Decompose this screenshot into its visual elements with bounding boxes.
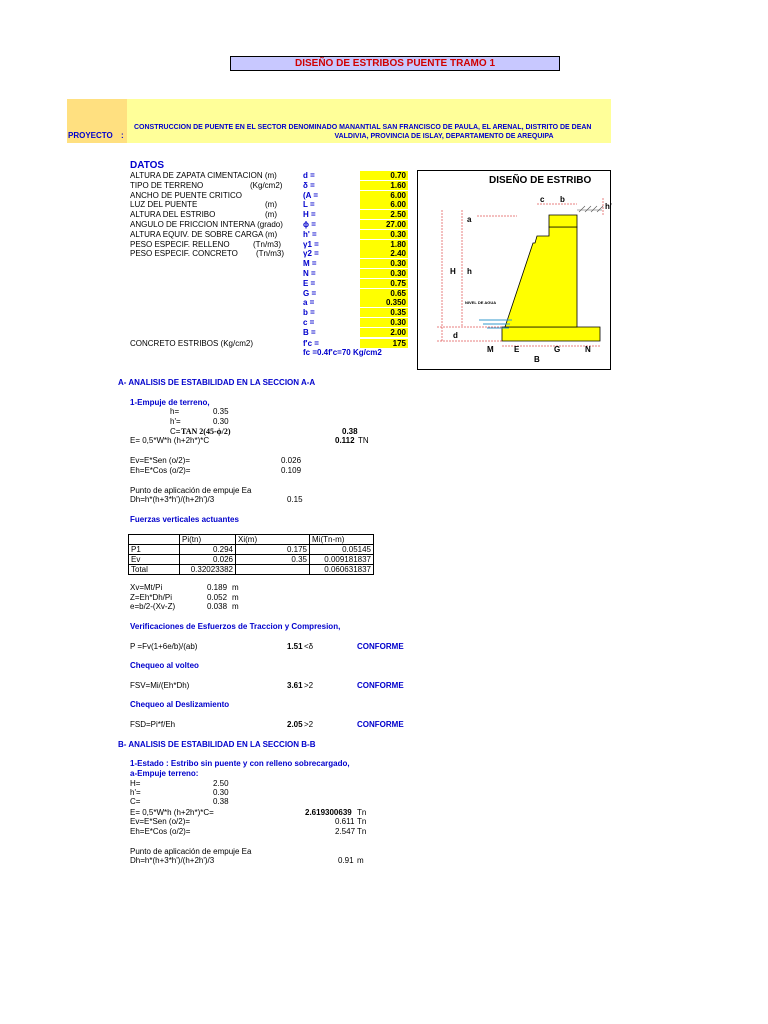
datos-symbol: d = (303, 171, 315, 180)
bdh-label: Dh=h*(h+3*h')/(h+2h')/3 (130, 856, 215, 865)
datos-value-cell[interactable]: 6.00 (360, 200, 408, 209)
dh-value: 0.15 (287, 495, 303, 504)
hp-value: 0.30 (213, 417, 229, 426)
label-c: c (540, 195, 545, 204)
label-water: NIVEL DE AGUA (465, 300, 497, 305)
e-unit: TN (358, 436, 369, 445)
fsv-value: 3.61 (287, 681, 303, 690)
datos-unit: (Tn/m3) (253, 239, 281, 249)
th-3: Mi(Tn-m) (310, 535, 374, 545)
datos-label: LUZ DEL PUENTE (130, 200, 198, 210)
cell: 0.009181837 (310, 555, 374, 565)
z-unit: m (232, 593, 239, 602)
sectionA-heading: A- ANALISIS DE ESTABILIDAD EN LA SECCION A-A (118, 378, 316, 387)
seat-shape (549, 215, 577, 227)
label-a: a (467, 215, 472, 224)
datos-symbol: (A = (303, 190, 319, 200)
fsv-label: FSV=Mi/(Eh*Dh) (130, 681, 190, 690)
sectionB-heading: B- ANALISIS DE ESTABILIDAD EN LA SECCION B-B (118, 740, 316, 749)
project-line2: VALDIVIA, PROVINCIA DE ISLAY, DEPARTAMENTO DE AREQUIPA (334, 133, 554, 140)
p-cmp: <δ (304, 642, 314, 651)
cell: 0.175 (236, 545, 310, 555)
th-1: Pi(tn) (180, 535, 236, 545)
datos-label: ALTURA EQUIV. DE SOBRE CARGA (m) (130, 229, 278, 239)
fv-heading: Fuerzas verticales actuantes (130, 515, 239, 524)
label-E: E (514, 345, 520, 354)
datos-label: ANCHO DE PUENTE CRITICO (130, 190, 243, 200)
cell: Ev (129, 555, 180, 565)
be-label: E= 0,5*W*h (h+2h*)*C= (130, 808, 214, 817)
project-label: PROYECTO (68, 131, 113, 140)
cell: 0.35 (236, 555, 310, 565)
datos-label: ANGULO DE FRICCION INTERNA (grado) (130, 220, 283, 229)
label-N: N (585, 345, 591, 354)
xv-value: 0.189 (207, 583, 228, 592)
datos-value-cell[interactable]: 1.60 (360, 181, 408, 190)
bhp-label: h'= (130, 788, 141, 797)
th-2: Xi(m) (236, 535, 310, 545)
datos-symbol: δ = (303, 180, 315, 190)
bH-label: H= (130, 779, 141, 788)
datos-symbol: E = (303, 278, 316, 288)
cell: 0.05145 (310, 545, 374, 555)
h-label: h= (170, 407, 180, 416)
page-title: DISEÑO DE ESTRIBOS PUENTE TRAMO 1 (230, 56, 560, 71)
e-label: E= 0,5*W*h (h+2h*)*C (130, 436, 210, 445)
datos-unit: (m) (265, 200, 277, 210)
table-row (129, 545, 374, 555)
c-formula: TAN 2(45-ϕ/2) (181, 427, 231, 436)
forces-table (128, 534, 374, 575)
cell: 0.060631837 (310, 565, 374, 575)
label-B: B (534, 355, 540, 364)
e-value: 0.112 (335, 436, 355, 445)
c-label: C= (170, 427, 181, 436)
e2-value: 0.038 (207, 602, 228, 611)
bc-label: C= (130, 797, 141, 806)
xv-unit: m (232, 583, 239, 592)
z-label: Z=Eh*Dh/Pi (130, 593, 173, 602)
h-value: 0.35 (213, 407, 229, 416)
p-value: 1.51 (287, 642, 303, 651)
label-b: b (560, 195, 565, 204)
label-h: h (467, 267, 472, 276)
datos-value-cell[interactable]: 0.30 (360, 318, 408, 327)
diagram-title: DISEÑO DE ESTRIBO (489, 175, 592, 186)
bpa-label: Punto de aplicación de empuje Ea (130, 847, 252, 856)
datos-value-cell[interactable]: 0.65 (360, 289, 408, 298)
beh-label: Eh=E*Cos (o/2)= (130, 827, 191, 836)
datos-label: PESO ESPECIF. RELLENO (130, 239, 230, 249)
datos-value-cell[interactable]: 2.40 (360, 249, 408, 258)
datos-value-cell[interactable]: 1.80 (360, 240, 408, 249)
datos-value-cell[interactable]: 2.50 (360, 210, 408, 219)
verif-heading: Verificaciones de Esfuerzos de Traccion y Compresion, (130, 622, 341, 631)
datos-symbol: ϕ = (303, 220, 316, 229)
ev-label: Ev=E*Sen (o/2)= (130, 456, 191, 465)
datos-symbol: h' = (303, 229, 317, 239)
fc-note: fc =0.4f'c=70 Kg/cm2 (303, 348, 382, 357)
eh-label: Eh=E*Cos (o/2)= (130, 466, 191, 475)
cell: P1 (129, 545, 180, 555)
e2-label: e=b/2-(Xv-Z) (130, 602, 176, 611)
datos-symbol: γ1 = (303, 239, 319, 249)
empuje-b-heading: a-Empuje terreno: (130, 769, 199, 778)
label-d: d (453, 331, 458, 340)
bc-value: 0.38 (213, 797, 229, 806)
label-G: G (554, 345, 561, 354)
datos-symbol: N = (303, 269, 316, 278)
datos-symbol: f'c = (303, 339, 319, 348)
label-M: M (487, 345, 494, 354)
datos-label: ALTURA DEL ESTRIBO (130, 210, 216, 220)
xv-label: Xv=Mt/Pi (130, 583, 163, 592)
beh-unit: Tn (357, 827, 367, 836)
datos-symbol: H = (303, 210, 316, 220)
datos-value-cell[interactable]: 0.75 (360, 279, 408, 288)
datos-symbol: γ2 = (303, 249, 319, 259)
table-row (129, 555, 374, 565)
c-value: 0.38 (342, 427, 358, 436)
datos-label: TIPO DE TERRENO (130, 180, 204, 190)
cell: 0.294 (180, 545, 236, 555)
datos-value-cell[interactable]: 0.30 (360, 269, 408, 278)
datos-symbol: B = (303, 327, 316, 337)
th-0 (129, 535, 180, 545)
datos-symbol: L = (303, 200, 315, 210)
datos-label: PESO ESPECIF. CONCRETO (130, 249, 238, 259)
footing-shape (502, 327, 600, 341)
cell: 0.32023382 (180, 565, 236, 575)
bev-label: Ev=E*Sen (o/2)= (130, 817, 191, 826)
datos-value-cell[interactable]: 175 (360, 339, 408, 348)
datos-unit: (Tn/m3) (256, 249, 284, 259)
datos-value-cell[interactable]: 0.350 (360, 298, 408, 307)
datos-value-cell[interactable]: 0.30 (360, 230, 408, 239)
bdh-unit: m (357, 856, 364, 865)
beh-value: 2.547 (335, 827, 356, 836)
volteo-heading: Chequeo al volteo (130, 661, 199, 670)
be-unit: Tn (357, 808, 367, 817)
fsv-status: CONFORME (357, 681, 404, 690)
datos-label: CONCRETO ESTRIBOS (Kg/cm2) (130, 339, 253, 348)
label-hprime: h' (605, 202, 612, 211)
bev-value: 0.611 (335, 817, 355, 826)
ev-value: 0.026 (281, 456, 302, 465)
datos-symbol: b = (303, 308, 315, 318)
datos-value-cell[interactable]: 6.00 (360, 191, 408, 200)
project-colon: : (121, 131, 124, 140)
datos-symbol: c = (303, 318, 315, 327)
datos-unit: (m) (265, 210, 277, 220)
empuje-heading: 1-Empuje de terreno, (130, 398, 210, 407)
bev-unit: Tn (357, 817, 367, 826)
bhp-value: 0.30 (213, 788, 229, 797)
datos-symbol: a = (303, 298, 315, 308)
cell: Total (129, 565, 180, 575)
z-value: 0.052 (207, 593, 228, 602)
fsd-cmp: >2 (304, 720, 314, 729)
cell: 0.026 (180, 555, 236, 565)
label-H: H (450, 267, 456, 276)
fsd-value: 2.05 (287, 720, 303, 729)
be-value: 2.619300639 (305, 808, 352, 817)
estado-heading: 1-Estado : Estribo sin puente y con relleno sobrecargado, (130, 759, 350, 768)
fsd-label: FSD=Pi*f/Eh (130, 720, 176, 729)
desl-heading: Chequeo al Deslizamiento (130, 700, 230, 709)
bdh-value: 0.91 (338, 856, 354, 865)
eh-value: 0.109 (281, 466, 302, 475)
datos-value-cell[interactable]: 2.00 (360, 328, 408, 337)
datos-value-cell[interactable]: 27.00 (360, 220, 408, 229)
datos-unit: (Kg/cm2) (250, 180, 283, 190)
datos-label: ALTURA DE ZAPATA CIMENTACION (m) (130, 171, 277, 180)
e2-unit: m (232, 602, 239, 611)
datos-symbol: G = (303, 288, 317, 298)
pa-label: Punto de aplicación de empuje Ea (130, 486, 252, 495)
project-line1: CONSTRUCCION DE PUENTE EN EL SECTOR DENOMINADO MANANTIAL SAN FRANCISCO DE PAULA, EL ARENAL, DISTRITO DE DEAN (134, 124, 592, 131)
p-status: CONFORME (357, 642, 404, 651)
p-label: P =Fv(1+6e/b)/(ab) (130, 642, 198, 651)
hp-label: h'= (170, 417, 181, 426)
fsv-cmp: >2 (304, 681, 314, 690)
datos-heading: DATOS (130, 160, 165, 171)
dh-label: Dh=h*(h+3*h')/(h+2h')/3 (130, 495, 215, 504)
datos-symbol: M = (303, 259, 317, 269)
fsd-status: CONFORME (357, 720, 404, 729)
datos-value-cell[interactable]: 0.30 (360, 259, 408, 268)
bH-value: 2.50 (213, 779, 229, 788)
table-row (129, 565, 374, 575)
cell (236, 565, 310, 575)
datos-value-cell[interactable]: 0.35 (360, 308, 408, 317)
datos-value-cell[interactable]: 0.70 (360, 171, 408, 180)
abutment-diagram (417, 170, 611, 370)
